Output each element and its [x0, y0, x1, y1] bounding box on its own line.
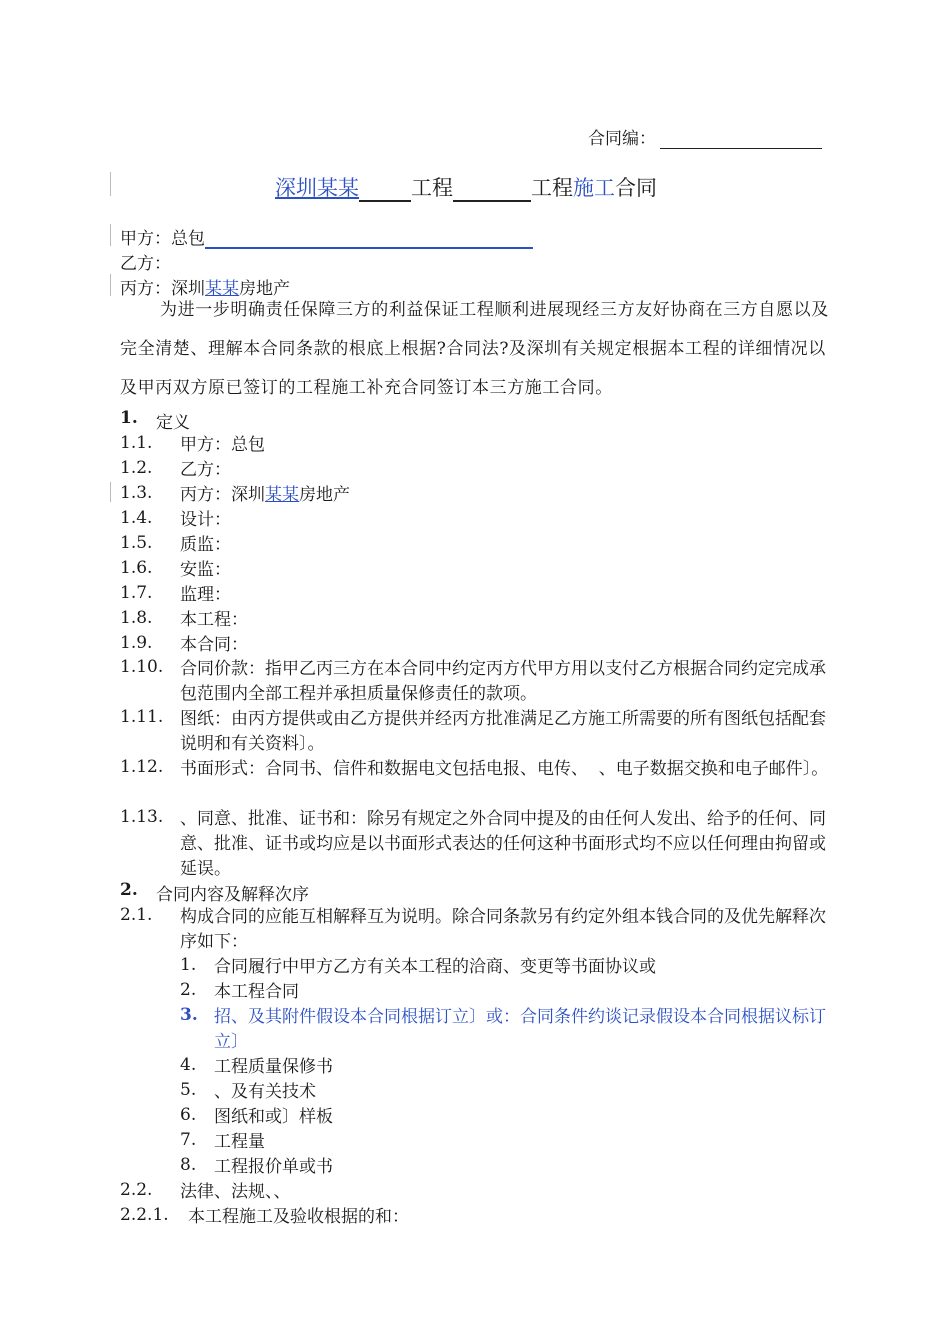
- party-a: [120, 224, 533, 249]
- clause-number: 1.13.: [120, 807, 164, 827]
- clause-number: 1.7.: [120, 583, 153, 603]
- section-title: 合同内容及解释次序: [156, 885, 309, 905]
- clause-number: 1.8.: [120, 608, 153, 628]
- clause-number: 1.5.: [120, 533, 153, 553]
- order-text: 图纸和或〕样板: [214, 1107, 333, 1127]
- contract-number-blank: [660, 130, 822, 149]
- section-number: 1.: [120, 408, 138, 428]
- clause-text: 本工程：: [180, 610, 248, 630]
- clause-number: 1.6.: [120, 558, 153, 578]
- clause-text: 监理：: [180, 585, 231, 605]
- clause-text: 书面形式：合同书、信件和数据电文包括电报、电传、 、电子数据交换和电子邮件〕。: [180, 759, 829, 779]
- clause-number: 1.2.: [120, 458, 153, 478]
- clause-text: 设计：: [180, 510, 231, 530]
- clause-text: 甲方：总包: [180, 435, 265, 455]
- order-text: 工程量: [214, 1132, 265, 1152]
- clause-text: 合同价款：指甲乙丙三方在本合同中约定丙方代甲方用以支付乙方根据合同约定完成承包范围内全部工程并承担质量保修责任的款项。: [180, 659, 826, 704]
- clause-text-prefix: 丙方：深圳: [180, 485, 265, 505]
- clause-text: 安监：: [180, 560, 231, 580]
- revision-bar: [110, 482, 111, 502]
- order-text: 本工程合同: [214, 982, 299, 1002]
- order-text: 、及有关技术: [214, 1082, 316, 1102]
- clause-number: 1.11.: [120, 707, 164, 727]
- document-title: [275, 172, 657, 202]
- clause-text: 乙方：: [180, 460, 231, 480]
- order-text: 工程报价单或书: [214, 1157, 333, 1177]
- title-blank: [359, 178, 411, 202]
- order-text-highlight: 招、及其附件假设本合同根据订立〕或：合同条件约谈记录假设本合同根据议标订立〕: [214, 1007, 826, 1052]
- clause-number: 1.3.: [120, 483, 153, 503]
- clause-text: [180, 483, 830, 508]
- title-company-link[interactable]: 深圳某某: [275, 176, 359, 200]
- clause-text: 法律、法规、、: [180, 1182, 291, 1202]
- clause-text: 构成合同的应能互相解释互为说明。除合同条款另有约定外组本钱合同的及优先解释次序如下：: [180, 907, 826, 952]
- order-text: 工程质量保修书: [214, 1057, 333, 1077]
- order-number: 8.: [180, 1155, 197, 1175]
- order-number: 6.: [180, 1105, 197, 1125]
- title-blank: [453, 178, 531, 202]
- revision-bar: [110, 274, 111, 296]
- clause-number: 1.9.: [120, 633, 153, 653]
- order-text: 合同履行中甲方乙方有关本工程的洽商、变更等书面协议或: [214, 957, 656, 977]
- title-text: 合同: [615, 176, 657, 200]
- clause-number: 1.1.: [120, 433, 153, 453]
- order-number: 2.: [180, 980, 197, 1000]
- order-number: 1.: [180, 955, 197, 975]
- clause-number: 1.4.: [120, 508, 153, 528]
- clause-number: 1.10.: [120, 657, 164, 677]
- party-b: 乙方：: [120, 254, 171, 274]
- title-text: 工程: [531, 176, 573, 200]
- section-number: 2.: [120, 880, 138, 900]
- clause-number: 2.2.: [120, 1180, 153, 1200]
- revision-bar: [110, 172, 111, 196]
- order-number: 5.: [180, 1080, 197, 1100]
- order-number: 7.: [180, 1130, 197, 1150]
- clause-text: 、同意、批准、证书和：除另有规定之外合同中提及的由任何人发出、给予的任何、同意、批准、证书或均应是以书面形式表达的任何这种书面形式均不应以任何理由拘留或延误。: [180, 809, 826, 879]
- party-a-label: 甲方：总包: [120, 229, 205, 249]
- party-a-blank: [205, 231, 533, 249]
- clause-text: 本工程施工及验收根据的和：: [188, 1207, 409, 1227]
- contract-number-label: 合同编：: [588, 129, 656, 149]
- party-c-label: 丙方：深圳: [120, 279, 205, 299]
- revision-bar: [110, 224, 111, 246]
- clause-text: 质监：: [180, 535, 231, 555]
- order-number: 4.: [180, 1055, 197, 1075]
- clause-number: 2.1.: [120, 905, 153, 925]
- order-number-highlight: 3.: [180, 1005, 198, 1025]
- clause-text: 本合同：: [180, 635, 248, 655]
- intro-paragraph: 为进一步明确责任保障三方的利益保证工程顺利进展现经三方友好协商在三方自愿以及完全清楚、理解本合同条款的根底上根据?合同法?及深圳有关规定根据本工程的详细情况以及甲丙双方原已签订的工程施工补充合同签订本三方施工合同。: [120, 300, 829, 398]
- clause-text-suffix: 房地产: [299, 485, 350, 505]
- clause-number: 1.12.: [120, 757, 164, 777]
- title-text-highlight: 施工: [573, 176, 615, 200]
- clause-text: 图纸：由丙方提供或由乙方提供并经丙方批准满足乙方施工所需要的所有图纸包括配套说明和有关资料〕。: [180, 709, 826, 754]
- title-text: 工程: [411, 176, 453, 200]
- clause-company-link[interactable]: 某某: [265, 485, 299, 505]
- section-title: 定义: [156, 413, 190, 433]
- party-c-suffix: 房地产: [239, 279, 290, 299]
- contract-number: [588, 124, 822, 149]
- clause-number: 2.2.1.: [120, 1205, 169, 1225]
- party-c-link[interactable]: 某某: [205, 279, 239, 299]
